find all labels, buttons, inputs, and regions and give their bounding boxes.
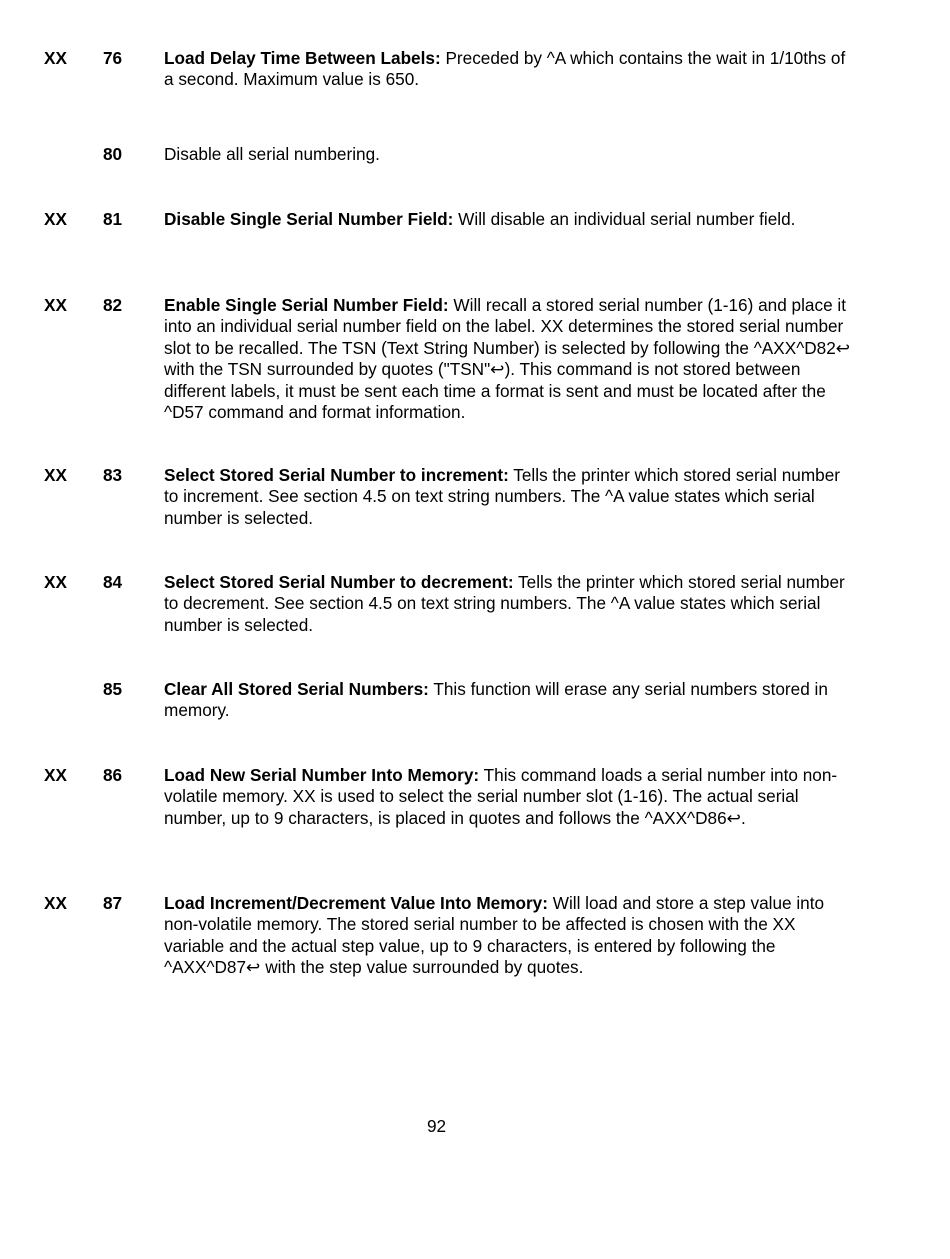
command-description (164, 893, 854, 979)
command-text: This command loads a serial number into non-volatile memory. XX is used to select the serial number slot (1-16). The actual serial number, up to 9 characters, is placed in quotes and follows the ^AXX^D86↩. (164, 765, 838, 828)
command-text: Will disable an individual serial number field. (453, 209, 796, 229)
command-code: 86 (103, 765, 123, 785)
command-code: 84 (103, 572, 123, 592)
command-term: Load Delay Time Between Labels: (164, 48, 446, 68)
variable-marker: XX (44, 572, 67, 592)
command-code: 85 (103, 679, 123, 699)
command-entry-86 (0, 765, 950, 893)
command-term: Load Increment/Decrement Value Into Memory: (164, 893, 548, 913)
command-text: This function will erase any serial numbers stored in memory. (164, 679, 828, 721)
command-description (164, 679, 854, 722)
command-description (164, 295, 854, 423)
command-text: Will load and store a step value into non-volatile memory. The stored serial number to be affected is chosen with the XX variable and the actual step value, up to 9 characters, is entered by following the ^AXX^D87↩ with the step value surrounded by quotes. (164, 893, 825, 978)
command-description (164, 144, 854, 165)
command-entry-83 (0, 465, 950, 572)
command-text: Will recall a stored serial number (1-16) and place it into an individual serial number field on the label. XX determines the stored serial number slot to be recalled. The TSN (Text String Number) is selected by following the ^AXX^D82↩ with the TSN surrounded by quotes ("TSN"↩). This command is not stored between different labels, it must be sent each time a format is sent and must be located after the ^D57 command and format information. (164, 295, 851, 423)
command-term: Enable Single Serial Number Field: (164, 295, 449, 315)
command-entry-80 (0, 144, 950, 209)
page-number: 92 (426, 1116, 447, 1136)
command-text: Tells the printer which stored serial number to increment. See section 4.5 on text string numbers. The ^A value states which serial number is selected. (164, 465, 840, 528)
command-code: 81 (103, 209, 123, 229)
command-term: Select Stored Serial Number to decrement: (164, 572, 514, 592)
command-list (0, 48, 950, 1003)
command-code: 83 (103, 465, 123, 485)
command-term: Load New Serial Number Into Memory: (164, 765, 480, 785)
command-entry-76 (0, 48, 950, 144)
command-text: Tells the printer which stored serial number to decrement. See section 4.5 on text string numbers. The ^A value states which serial number is selected. (164, 572, 845, 635)
variable-marker: XX (44, 893, 67, 913)
command-entry-87 (0, 893, 950, 1003)
command-entry-84 (0, 572, 950, 679)
command-entry-81 (0, 209, 950, 295)
command-description (164, 765, 854, 829)
command-code: 76 (103, 48, 123, 68)
variable-marker: XX (44, 209, 67, 229)
command-term: Disable Single Serial Number Field: (164, 209, 454, 229)
command-description (164, 209, 854, 230)
command-description (164, 465, 854, 529)
command-text: Preceded by ^A which contains the wait in 1/10ths of a second. Maximum value is 650. (164, 48, 846, 90)
variable-marker: XX (44, 465, 67, 485)
command-description (164, 572, 854, 636)
command-term: Clear All Stored Serial Numbers: (164, 679, 429, 699)
variable-marker: XX (44, 295, 67, 315)
variable-marker: XX (44, 48, 67, 68)
command-entry-85 (0, 679, 950, 765)
variable-marker: XX (44, 765, 67, 785)
command-description (164, 48, 854, 91)
command-code: 80 (103, 144, 123, 164)
command-term: Select Stored Serial Number to increment: (164, 465, 509, 485)
command-entry-82 (0, 295, 950, 465)
command-text: Disable all serial numbering. (164, 144, 380, 164)
command-code: 82 (103, 295, 123, 315)
command-code: 87 (103, 893, 123, 913)
